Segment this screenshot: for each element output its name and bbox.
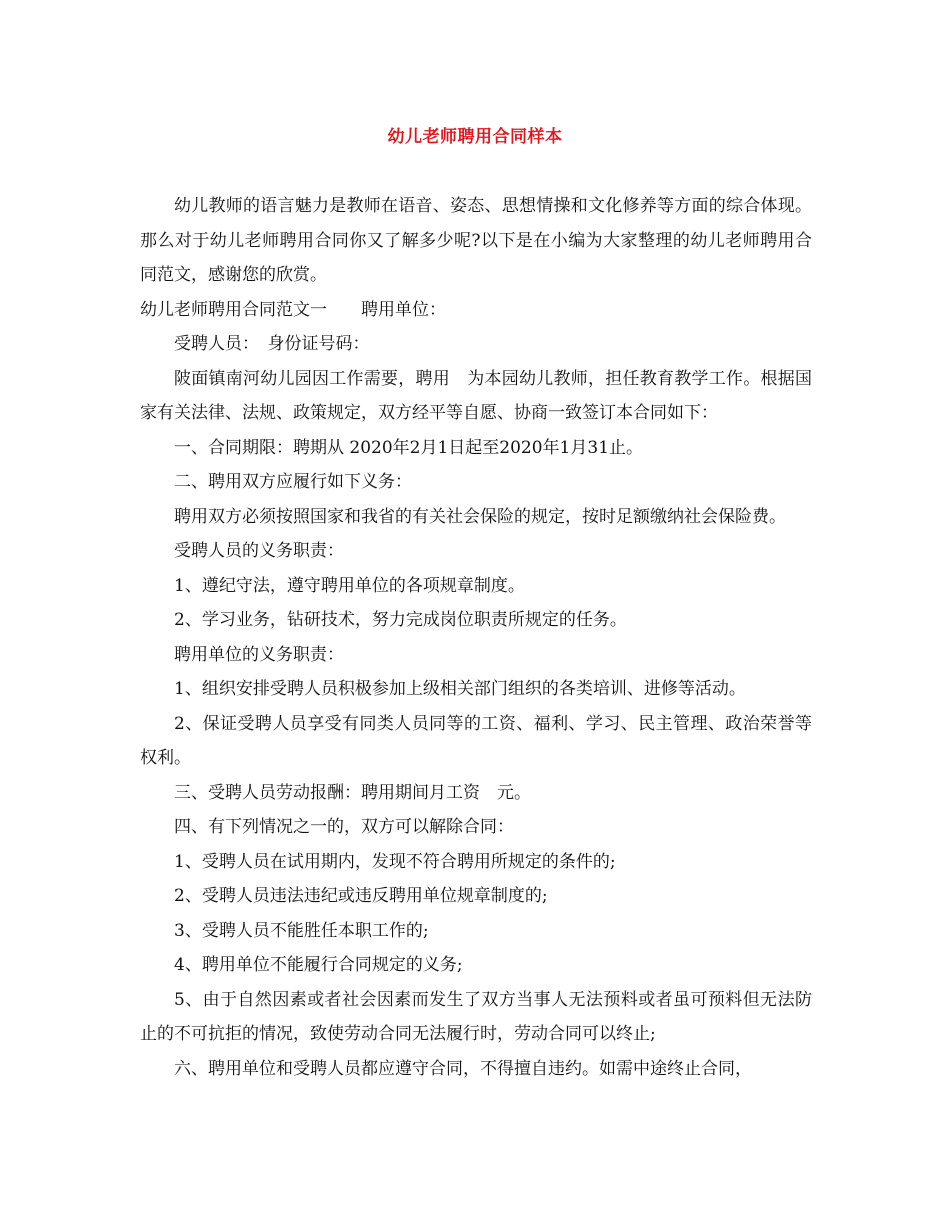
paragraph: 1、组织安排受聘人员积极参加上级相关部门组织的各类培训、进修等活动。 xyxy=(174,679,746,699)
paragraph: 三、受聘人员劳动报酬：聘用期间月工资 元。 xyxy=(174,782,531,803)
paragraph: 一、合同期限：聘期从 2020年2月1日起至2020年1月31止。 xyxy=(174,437,644,458)
paragraph: 六、聘用单位和受聘人员都应遵守合同，不得擅自违约。如需中途终止合同， xyxy=(174,1058,752,1079)
paragraph: 幼儿老师聘用合同范文一 聘用单位： xyxy=(140,299,446,320)
paragraph: 1、遵纪守法，遵守聘用单位的各项规章制度。 xyxy=(174,575,525,596)
paragraph: 1、受聘人员在试用期内，发现不符合聘用所规定的条件的; xyxy=(174,851,616,872)
paragraph: 二、聘用双方应履行如下义务： xyxy=(174,472,412,492)
paragraph: 2、保证受聘人员享受有同类人员同等的工资、福利、学习、民主管理、政治荣誉等权利。 xyxy=(140,713,812,768)
paragraph: 5、由于自然因素或者社会因素而发生了双方当事人无法预料或者虽可预料但无法防止的不可抗拒的情况，致使劳动合同无法履行时，劳动合同可以终止; xyxy=(140,989,812,1044)
paragraph: 幼儿教师的语言魅力是教师在语音、姿态、思想情操和文化修养等方面的综合体现。那么对于幼儿老师聘用合同你又了解多少呢?以下是在小编为大家整理的幼儿老师聘用合同范文，感谢您的欣赏。 xyxy=(140,196,812,285)
paragraph: 受聘人员的义务职责： xyxy=(174,541,344,561)
paragraph: 2、学习业务，钻研技术，努力完成岗位职责所规定的任务。 xyxy=(174,610,627,630)
paragraph: 3、受聘人员不能胜任本职工作的; xyxy=(174,920,429,941)
document-title: 幼儿老师聘用合同样本 xyxy=(387,127,563,147)
paragraph: 四、有下列情况之一的，双方可以解除合同： xyxy=(174,817,514,837)
paragraph: 聘用单位的义务职责： xyxy=(174,644,344,665)
paragraph: 4、聘用单位不能履行合同规定的义务; xyxy=(174,955,463,975)
paragraph: 2、受聘人员违法违纪或违反聘用单位规章制度的; xyxy=(174,886,548,906)
paragraph: 陂面镇南河幼儿园因工作需要，聘用 为本园幼儿教师，担任教育教学工作。根据国家有关法律、法规、政策规定，双方经平等自愿、协商一致签订本合同如下： xyxy=(140,368,812,423)
paragraph: 聘用双方必须按照国家和我省的有关社会保险的规定，按时足额缴纳社会保险费。 xyxy=(174,506,786,527)
paragraph: 受聘人员： 身份证号码： xyxy=(174,334,370,354)
document-body xyxy=(140,189,812,1086)
